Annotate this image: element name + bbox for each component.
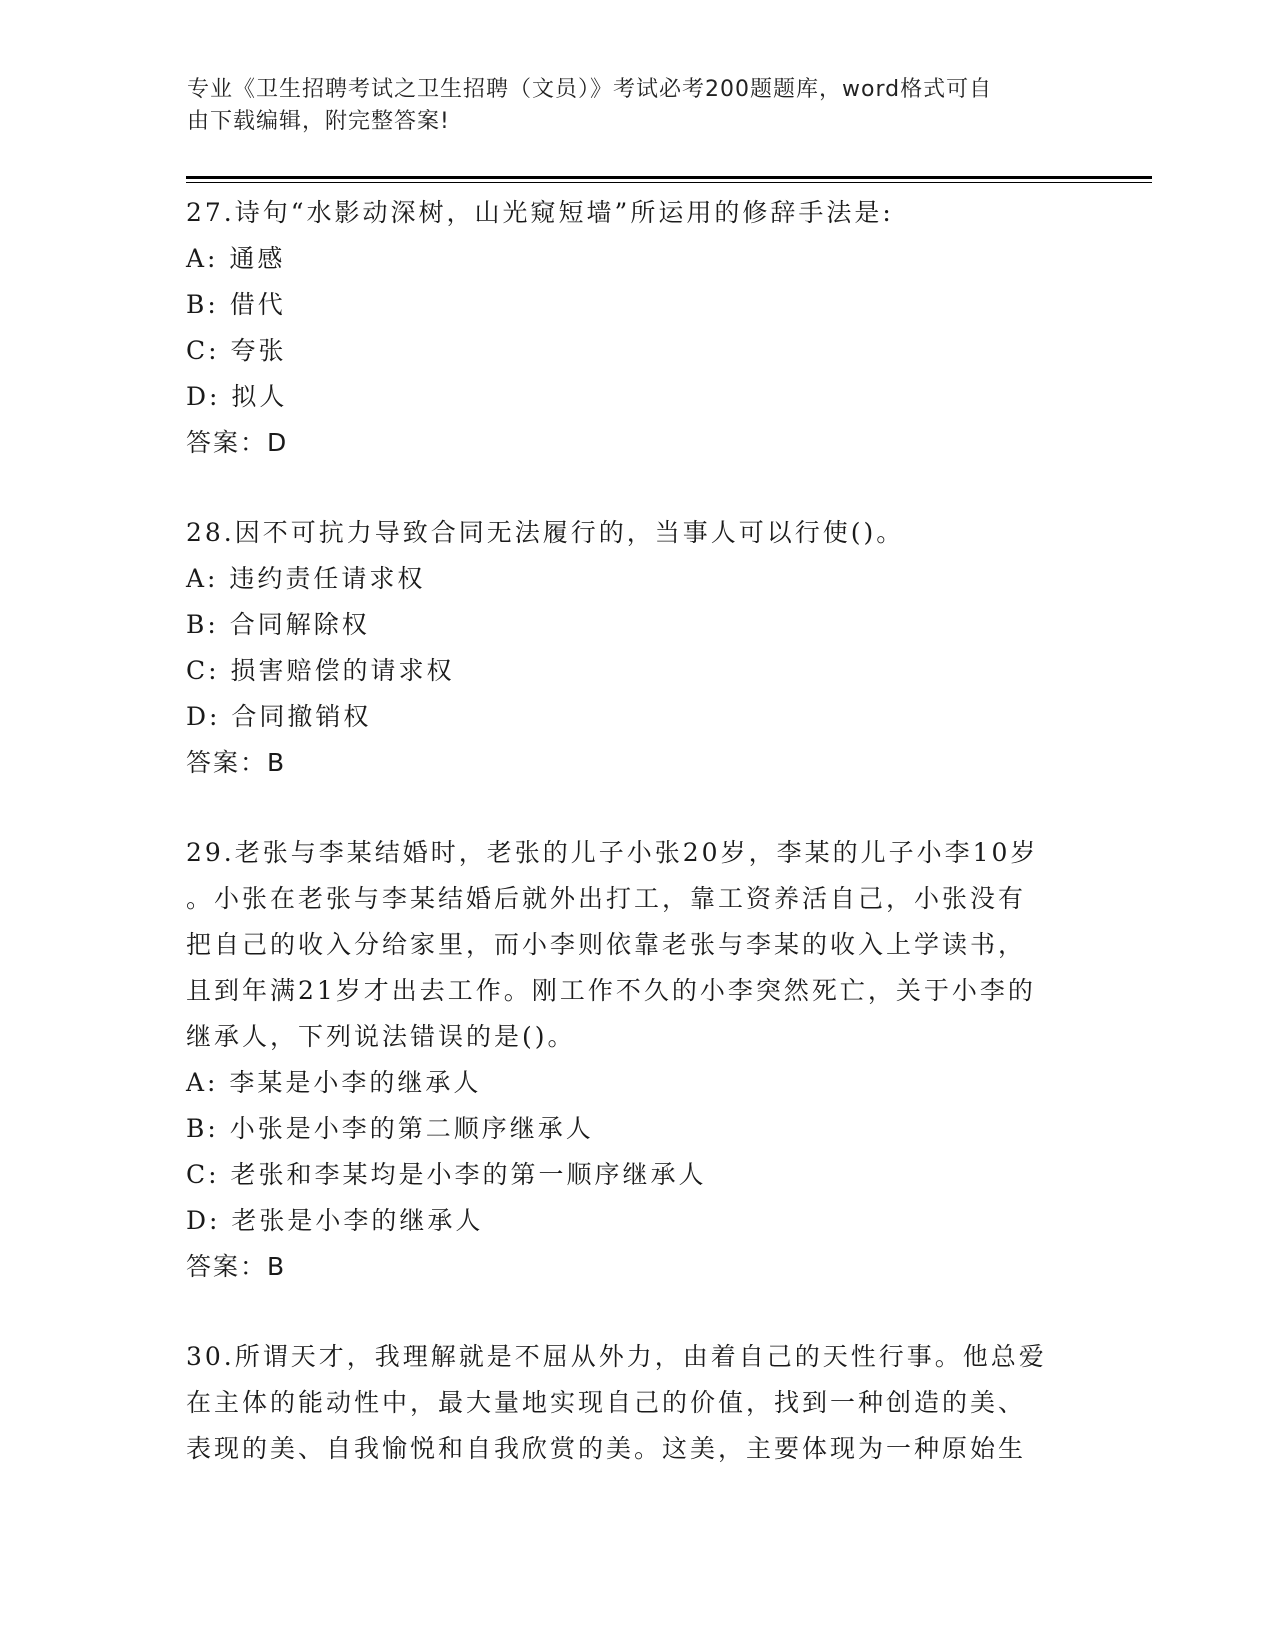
question-text-line: 表现的美、自我愉悦和自我欣赏的美。这美，主要体现为一种原始生 [186, 1434, 1027, 1463]
header-line-1: 专业《卫生招聘考试之卫生招聘（文员）》考试必考200题题库，word格式可自 [187, 77, 993, 102]
question-29 [186, 830, 1086, 1290]
document-header [187, 74, 1067, 138]
option-d: D: 老张是小李的继承人 [186, 1206, 484, 1235]
question-text-line: 29.老张与李某结婚时，老张的儿子小张20岁，李某的儿子小李10岁 [186, 838, 1039, 867]
option-a: A: 通感 [186, 244, 286, 273]
question-text-line: 且到年满21岁才出去工作。刚工作不久的小李突然死亡，关于小李的 [186, 976, 1036, 1005]
option-b: B: 小张是小李的第二顺序继承人 [186, 1114, 594, 1143]
header-line-2: 由下载编辑，附完整答案! [187, 109, 450, 134]
question-text-line: 。小张在老张与李某结婚后就外出打工，靠工资养活自己，小张没有 [186, 884, 1027, 913]
header-rule-thick [186, 176, 1152, 179]
option-a: A: 李某是小李的继承人 [186, 1068, 482, 1097]
option-c: C: 损害赔偿的请求权 [186, 656, 455, 685]
question-list [186, 190, 1086, 1472]
header-rule-thin [186, 182, 1152, 183]
question-text-line: 继承人，下列说法错误的是()。 [186, 1022, 576, 1051]
option-d: D: 拟人 [186, 382, 288, 411]
question-text-line: 把自己的收入分给家里，而小李则依靠老张与李某的收入上学读书， [186, 930, 1027, 959]
question-30 [186, 1334, 1086, 1472]
question-text: 28.因不可抗力导致合同无法履行的，当事人可以行使()。 [186, 518, 905, 547]
answer: 答案：B [186, 748, 287, 777]
question-28 [186, 510, 1086, 786]
question-text-line: 30.所谓天才，我理解就是不屈从外力，由着自己的天性行事。他总爱 [186, 1342, 1047, 1371]
question-27 [186, 190, 1086, 466]
option-c: C: 老张和李某均是小李的第一顺序继承人 [186, 1160, 707, 1189]
question-text-line: 在主体的能动性中，最大量地实现自己的价值，找到一种创造的美、 [186, 1388, 1027, 1417]
option-b: B: 借代 [186, 290, 286, 319]
option-c: C: 夸张 [186, 336, 287, 365]
spacer [186, 466, 1086, 510]
spacer [186, 1290, 1086, 1334]
question-text: 27.诗句“水影动深树，山光窥短墙”所运用的修辞手法是: [186, 198, 894, 227]
option-d: D: 合同撤销权 [186, 702, 372, 731]
answer: 答案：B [186, 1252, 287, 1281]
answer: 答案：D [186, 428, 289, 457]
spacer [186, 786, 1086, 830]
option-a: A: 违约责任请求权 [186, 564, 426, 593]
option-b: B: 合同解除权 [186, 610, 370, 639]
